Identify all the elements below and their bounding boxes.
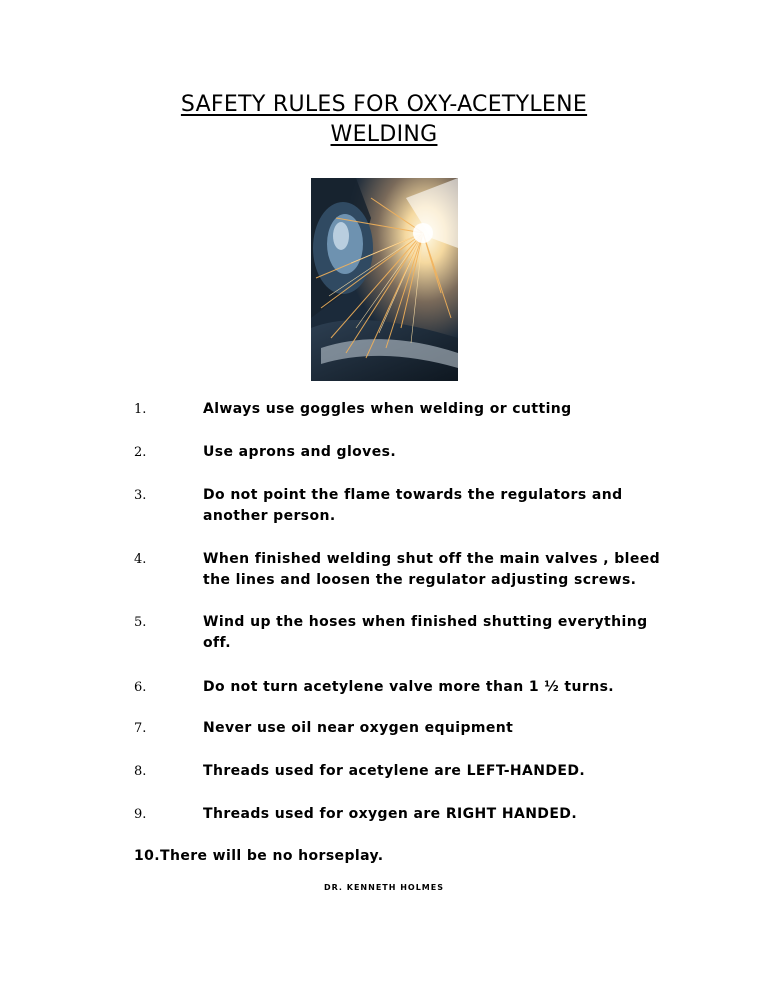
rule-text: Wind up the hoses when finished shutting everything off. <box>203 614 648 651</box>
rule-text: Threads used for oxygen are RIGHT HANDED. <box>203 806 578 822</box>
title-line-1: SAFETY RULES FOR OXY-ACETYLENE <box>180 92 588 117</box>
welding-photo <box>311 178 458 381</box>
rule-number: 5. <box>134 615 147 630</box>
rule-number: 6. <box>134 680 147 695</box>
rule-number: 9. <box>134 807 147 822</box>
rule-number: 7. <box>134 721 147 736</box>
rule-number: 4. <box>134 552 147 567</box>
title-line-2: WELDING <box>330 122 438 147</box>
document-title <box>0 90 768 150</box>
rule-number: 8. <box>134 764 147 779</box>
rule-number: 3. <box>134 488 147 503</box>
rule-text: Do not point the flame towards the regulators and another person. <box>203 487 623 524</box>
rule-last: 10.There will be no horseplay. <box>134 848 384 864</box>
rule-text: Threads used for acetylene are LEFT-HANDED. <box>203 763 586 779</box>
rule-number: 2. <box>134 445 147 460</box>
rule-text: Always use goggles when welding or cutting <box>203 401 572 417</box>
rule-text: Use aprons and gloves. <box>203 444 397 460</box>
rule-text: Never use oil near oxygen equipment <box>203 720 514 736</box>
rule-text: When finished welding shut off the main valves , bleed the lines and loosen the regulator adjusting screws. <box>203 551 661 588</box>
rule-number: 1. <box>134 402 147 417</box>
author-name: DR. KENNETH HOLMES <box>323 883 444 892</box>
rule-text: Do not turn acetylene valve more than 1 ½ turns. <box>203 679 615 695</box>
